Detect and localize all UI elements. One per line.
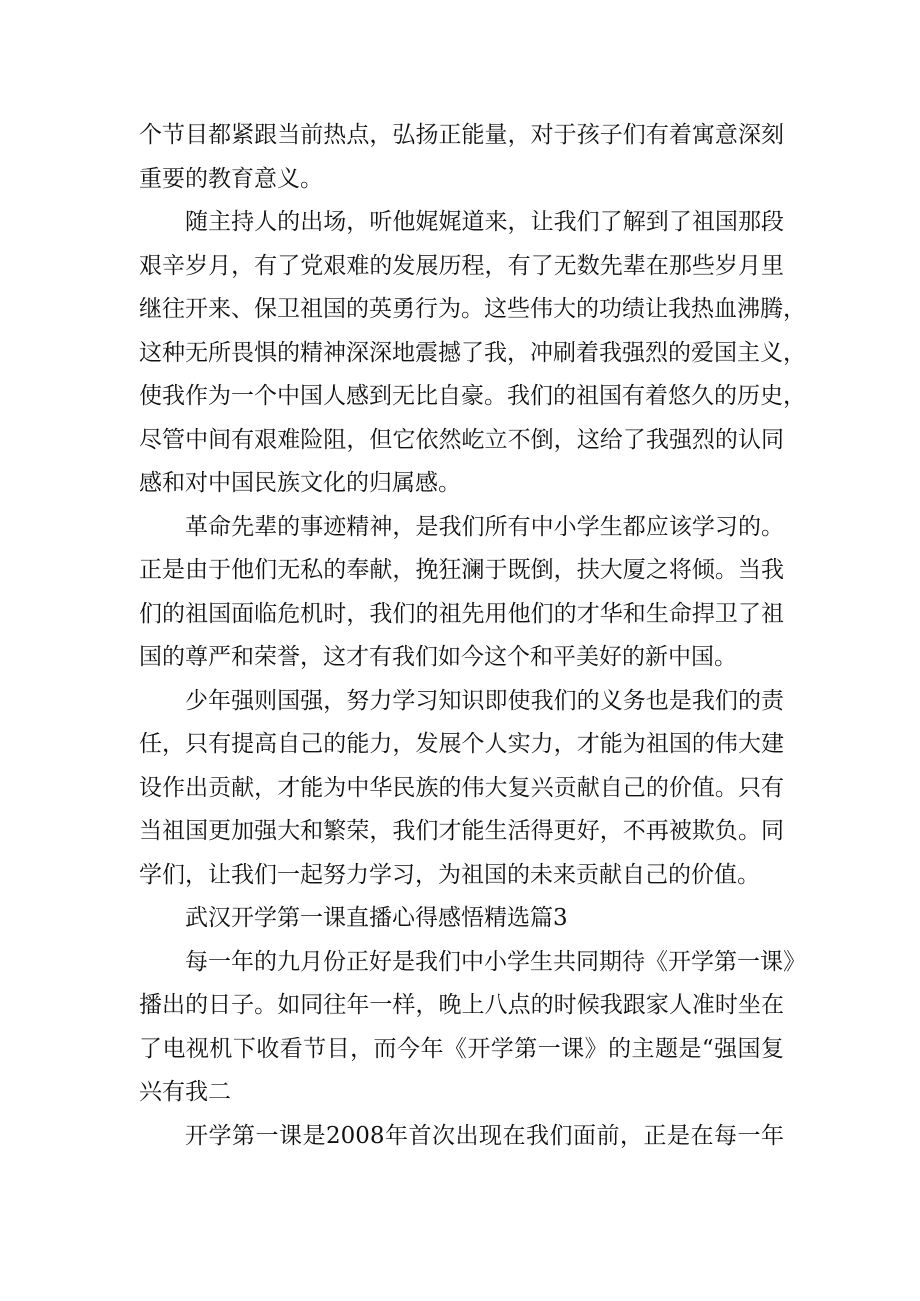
- text-line: 使我作为一个中国人感到无比自豪。我们的祖国有着悠久的历史，: [139, 383, 806, 409]
- text-line: 继往开来、保卫祖国的英勇行为。这些伟大的功绩让我热血沸腾，: [139, 296, 806, 322]
- text-line: 国的尊严和荣誉，这才有我们如今这个和平美好的新中国。: [139, 644, 737, 670]
- section-heading: 武汉开学第一课直播心得感悟精选篇3: [185, 905, 568, 931]
- paragraph: [139, 941, 806, 1115]
- text-line: 艰辛岁月，有了党艰难的发展历程，有了无数先辈在那些岁月里: [139, 252, 784, 279]
- text-line: 们的祖国面临危机时，我们的祖先用他们的才华和生命捍卫了祖: [139, 600, 784, 627]
- paragraph: [139, 506, 784, 680]
- text-line: 设作出贡献，才能为中华民族的伟大复兴贡献自己的价值。只有: [139, 774, 784, 801]
- text-line: 正是由于他们无私的奉献，挽狂澜于既倒，扶大厦之将倾。当我: [139, 557, 784, 583]
- text-line: 这种无所畏惧的精神深深地震撼了我，冲刷着我强烈的爱国主义，: [139, 339, 806, 366]
- text-line: 学们，让我们一起努力学习，为祖国的未来贡献自己的价值。: [139, 861, 760, 888]
- document-page: [139, 114, 806, 1158]
- text-line: 了电视机下收看节目，而今年《开学第一课》的主题是“强国复: [139, 1035, 784, 1062]
- text-line: 个节目都紧跟当前热点，弘扬正能量，对于孩子们有着寓意深刻: [139, 122, 784, 148]
- text-line: 兴有我二: [139, 1079, 231, 1105]
- text-line: 重要的教育意义。: [139, 165, 323, 192]
- paragraph: [139, 1115, 784, 1159]
- text-line: 革命先辈的事迹精神，是我们所有中小学生都应该学习的。: [185, 513, 784, 540]
- text-line: 开学第一课是2008年首次出现在我们面前，正是在每一年: [185, 1122, 784, 1149]
- text-line: 当祖国更加强大和繁荣，我们才能生活得更好，不再被欺负。同: [139, 818, 784, 844]
- text-line: 少年强则国强，努力学习知识即使我们的义务也是我们的责: [185, 687, 784, 714]
- paragraph: [139, 201, 806, 506]
- text-line: 随主持人的出场，听他娓娓道来，让我们了解到了祖国那段: [185, 209, 784, 235]
- text-line: 任，只有提高自己的能力，发展个人实力，才能为祖国的伟大建: [139, 731, 784, 757]
- text-line: 尽管中间有艰难险阻，但它依然屹立不倒，这给了我强烈的认同: [139, 426, 784, 453]
- text-line: 每一年的九月份正好是我们中小学生共同期待《开学第一课》: [185, 948, 806, 975]
- paragraph: [139, 680, 784, 898]
- paragraph-continued: [139, 114, 784, 201]
- text-line: 播出的日子。如同往年一样，晚上八点的时候我跟家人准时坐在: [139, 992, 784, 1018]
- text-line: 感和对中国民族文化的归属感。: [139, 470, 461, 496]
